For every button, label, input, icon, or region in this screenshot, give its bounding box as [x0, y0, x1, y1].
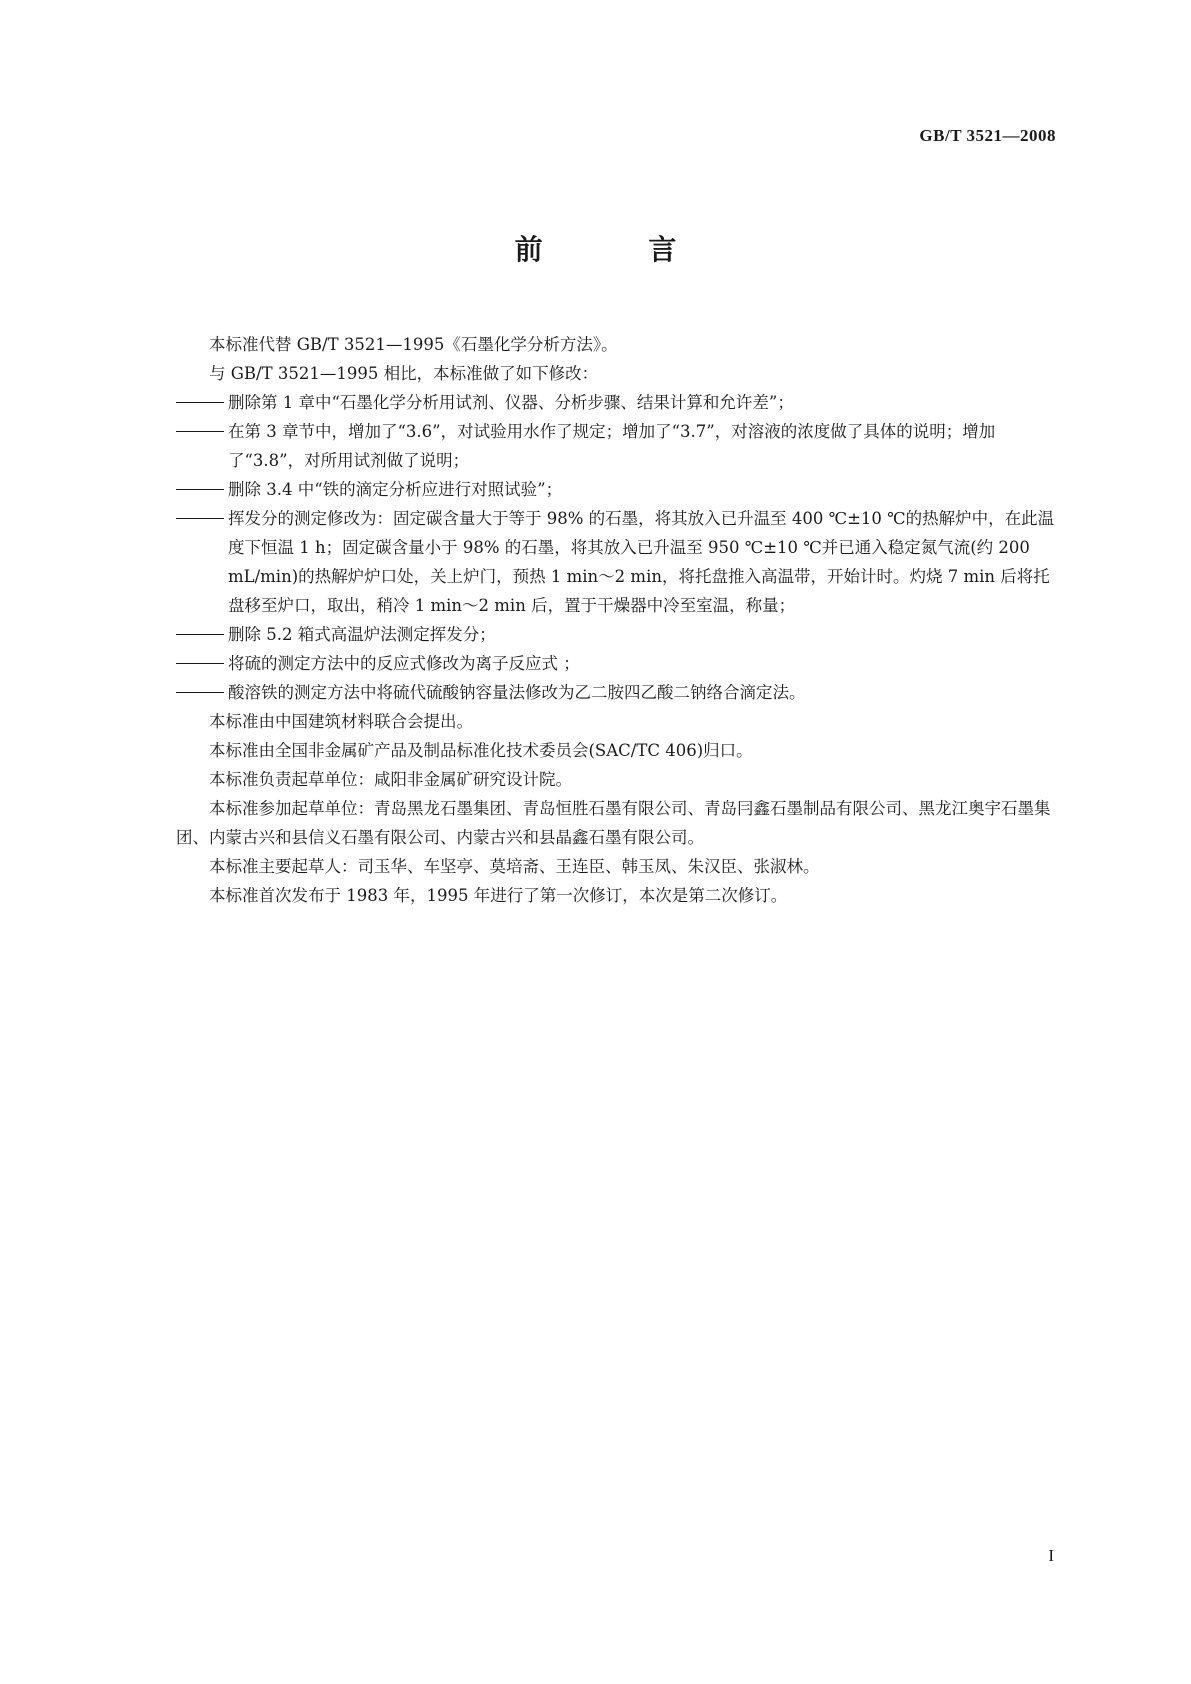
change-item-text: 删除第 1 章中“石墨化学分析用试剂、仪器、分析步骤、结果计算和允许差”；: [228, 393, 794, 412]
changes-intro: 与 GB/T 3521—1995 相比，本标准做了如下修改：: [209, 364, 599, 383]
change-item: [176, 649, 1056, 678]
change-item-text: 删除 3.4 中“铁的滴定分析应进行对照试验”；: [228, 480, 563, 499]
change-item: [176, 388, 1056, 417]
proposer-statement: 本标准由中国建筑材料联合会提出。: [209, 712, 473, 731]
standard-code: GB/T 3521—2008: [919, 126, 1056, 145]
dash-mark: [176, 663, 224, 664]
dash-mark: [176, 634, 224, 635]
history-statement: 本标准首次发布于 1983 年，1995 年进行了第一次修订，本次是第二次修订。: [209, 886, 788, 905]
dash-mark: [176, 518, 224, 519]
page-title: 前 言: [514, 233, 725, 266]
change-item-text: 删除 5.2 箱式高温炉法测定挥发分；: [228, 625, 496, 644]
change-item: [176, 620, 1056, 649]
foreword-body: [176, 330, 1056, 910]
change-item-text: 酸溶铁的测定方法中将硫代硫酸钠容量法修改为乙二胺四乙酸二钠络合滴定法。: [228, 683, 806, 702]
change-item-text: 在第 3 章节中，增加了“3.6”，对试验用水作了规定；增加了“3.7”，对溶液的浓度做了具体的说明；增加了“3.8”，对所用试剂做了说明；: [228, 422, 996, 470]
participating-units-statement: 本标准参加起草单位：青岛黑龙石墨集团、青岛恒胜石墨有限公司、青岛冃鑫石墨制品有限公司、黑龙江奥宇石墨集团、内蒙古兴和县信义石墨有限公司、内蒙古兴和县晶鑫石墨有限公司。: [176, 799, 1051, 847]
replacement-statement: 本标准代替 GB/T 3521—1995《石墨化学分析方法》。: [209, 335, 618, 354]
committee-statement: 本标准由全国非金属矿产品及制品标准化技术委员会(SAC/TC 406)归口。: [209, 741, 753, 760]
dash-mark: [176, 489, 224, 490]
dash-mark: [176, 692, 224, 693]
change-item-text: 挥发分的测定修改为：固定碳含量大于等于 98% 的石墨，将其放入已升温至 400 ℃±10 ℃的热解炉中，在此温度下恒温 1 h；固定碳含量小于 98% 的石墨，将其放入已升温至 950 ℃±10 ℃并已通入稳定氮气流(约 200 mL/min)的热解炉炉口处，关上炉门，预热 1 min～2 min，将托盘推入高温带，开始计时。灼烧 7 min 后将托盘移至炉口，取出，稍冷 1 min～2 min 后，置于干燥器中冷至室温，称量；: [228, 509, 1055, 615]
page-number: I: [1048, 1546, 1054, 1565]
change-item: [176, 504, 1056, 620]
drafting-unit-statement: 本标准负责起草单位：咸阳非金属矿研究设计院。: [209, 770, 572, 789]
drafters-statement: 本标准主要起草人：司玉华、车坚亭、莫培斋、王连臣、韩玉凤、朱汉臣、张淑林。: [209, 857, 820, 876]
change-item-text: 将硫的测定方法中的反应式修改为离子反应式 ；: [228, 654, 580, 673]
dash-mark: [176, 431, 224, 432]
change-item: [176, 475, 1056, 504]
change-item: [176, 417, 1056, 475]
dash-mark: [176, 402, 224, 403]
change-item: [176, 678, 1056, 707]
